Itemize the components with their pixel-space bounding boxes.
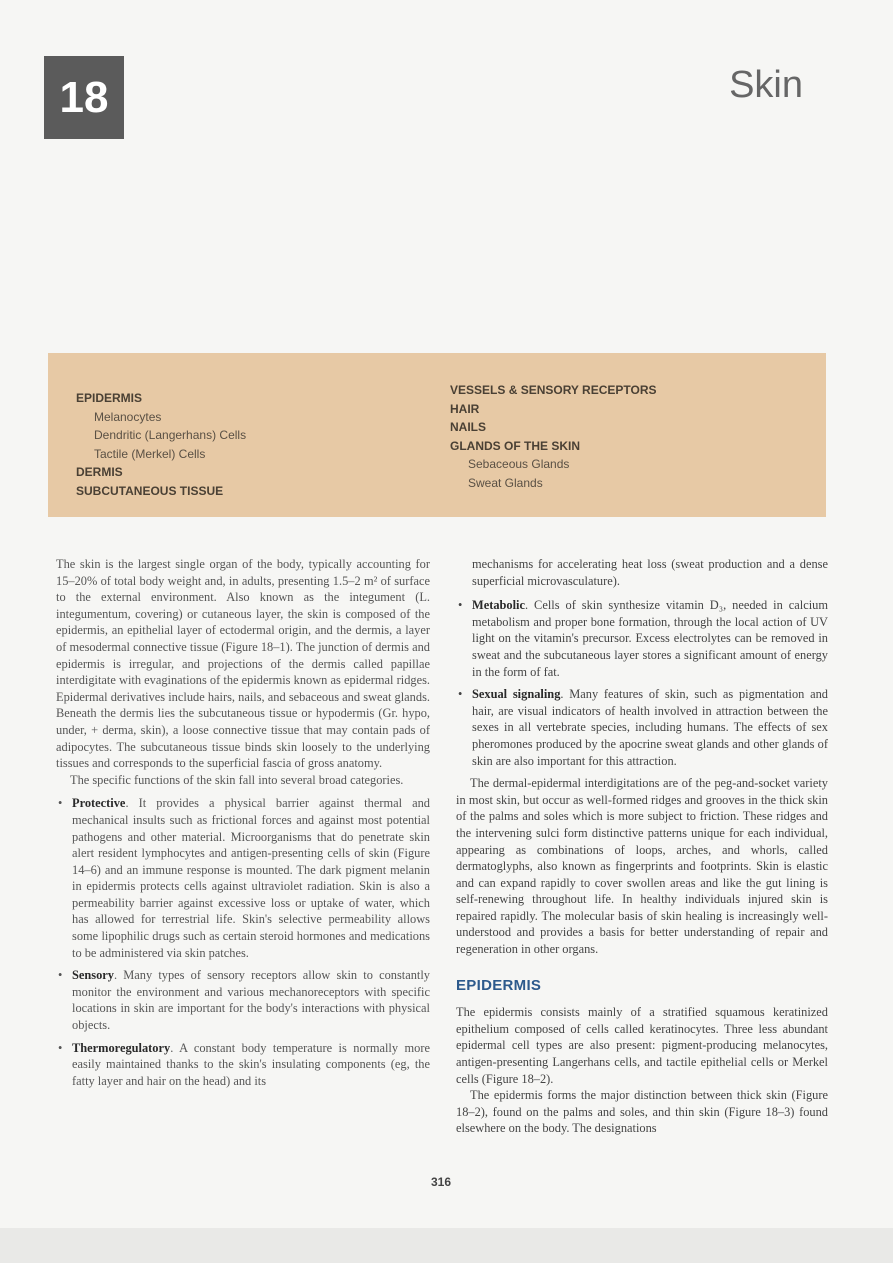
list-term: Thermoregulatory	[72, 1040, 171, 1055]
contents-subitem: Sweat Glands	[468, 475, 543, 490]
epidermis-paragraph: The epidermis consists mainly of a stratified squamous keratinized epithelium composed of cells called keratinocytes. Three less abundant epidermal cell types are also present: pigment-producing melanocytes, antigen-presenting Langerhans cells, and tactile epithelial cells or Merkel cells (Figure 18–2).	[456, 1005, 828, 1086]
list-item	[456, 597, 828, 680]
intro-paragraph: The skin is the largest single organ of the body, typically accounting for 15–20% of total body weight and, in adults, presenting 1.5–2 m² of surface to the external environment. Also known as the integument (L. integumentum, covering) or cutaneous layer, the skin is composed of the epidermis, an epithelial layer of ectodermal origin, and the dermis, a layer of mesodermal connective tissue (Figure 18–1). The junction of dermis and epidermis is irregular, and projections of the dermis called papillae interdigitate with evaginations of the epidermis known as epidermal ridges. Epidermal derivatives include hairs, nails, and sebaceous and sweat glands. Beneath the dermis lies the subcutaneous tissue or hypodermis (Gr. hypo, under, + derma, skin), a loose connective tissue that may contain pads of adipocytes. The subcutaneous tissue binds skin loosely to the underlying tissues and corresponds to the superficial fascia of gross anatomy.	[56, 557, 430, 771]
section-heading: EPIDERMIS	[456, 976, 542, 994]
chapter-title: Skin	[729, 64, 803, 106]
chapter-number: 18	[44, 56, 124, 139]
contents-heading: GLANDS OF THE SKIN	[450, 438, 581, 453]
chapter-contents-box	[48, 353, 826, 517]
thick-thin-skin-paragraph: The epidermis forms the major distinction between thick skin (Figure 18–2), found on the palms and soles, and thin skin (Figure 18–3) found elsewhere on the body. The designations	[456, 1088, 828, 1136]
list-item	[56, 1040, 430, 1090]
list-term: Protective	[72, 796, 126, 811]
list-item	[456, 686, 828, 769]
list-term: Sexual signaling	[472, 687, 561, 702]
contents-heading: VESSELS & SENSORY RECEPTORS	[450, 383, 657, 397]
contents-subitem: Melanocytes	[94, 409, 162, 424]
contents-right-column	[450, 381, 657, 492]
continued-text: mechanisms for accelerating heat loss (sweat production and a dense superficial microvasculature).	[472, 557, 828, 588]
contents-heading: DERMIS	[76, 465, 123, 479]
page-bottom-edge	[0, 1228, 893, 1263]
contents-heading: SUBCUTANEOUS TISSUE	[76, 483, 224, 498]
dermatoglyphs-paragraph: The dermal-epidermal interdigitations are of the peg-and-socket variety in most skin, but occur as well-formed ridges and grooves in the thick skin of the palms and soles which is more subject to friction. These ridges and the intervening sulci form distinctive patterns unique for each individual, appearing as combinations of loops, arches, and whorls, called dermatoglyphs, also known as fingerprints and footprints. Skin is elastic and can expand rapidly to cover swollen areas and like the gut lining is self-renewing throughout life. In healthy individuals injured skin is repaired rapidly. The molecular basis of skin healing is increasingly well-understood and provides a basis for better understanding of repair and regeneration in other organs.	[456, 776, 828, 957]
list-text: . It provides a physical barrier against thermal and mechanical insults such as frictional forces and against most potential pathogens and other material. Microorganisms that do penetrate skin alert resident lymphocytes and antigen-presenting cells of skin (Figure 14–6) and an immune response is mounted. The dark pigment melanin in epidermis protects cells against ultraviolet radiation. Skin is also a permeability barrier against excessive loss or uptake of water, which has allowed for terrestrial life. Skin's selective permeability allows some lipophilic drugs such as certain steroid hormones and medications to be administered via skin patches.	[72, 796, 430, 960]
right-text-column	[456, 556, 828, 1137]
functions-paragraph: The specific functions of the skin fall into several broad categories.	[70, 772, 404, 787]
contents-heading: EPIDERMIS	[76, 391, 143, 405]
contents-subitem: Sebaceous Glands	[468, 457, 570, 471]
functions-list	[56, 795, 430, 1089]
list-text: . Many features of skin, such as pigmentation and hair, are visual indicators of health involved in attraction between the sexes in all vertebrate species, including humans. The effects of sex pheromones produced by the apocrine sweat glands and other glands of skin are also important for this attraction.	[472, 687, 828, 768]
contents-left-column	[76, 389, 246, 500]
list-term: Sensory	[72, 968, 114, 983]
contents-subitem: Dendritic (Langerhans) Cells	[94, 428, 247, 442]
list-item	[56, 795, 430, 961]
page-number: 316	[431, 1175, 452, 1189]
list-item	[56, 967, 430, 1033]
contents-subitem: Tactile (Merkel) Cells	[94, 446, 206, 461]
list-text: . A constant body temperature is normally more easily maintained thanks to the skin's insulating components (eg, the fatty layer and hair on the head) and its	[72, 1040, 430, 1088]
contents-heading: HAIR	[450, 401, 480, 416]
list-text: . Cells of skin synthesize vitamin D₃, needed in calcium metabolism and proper bone formation, through the local action of UV light on the vitamin's precursor. Excess electrolytes can be removed in sweat and the subcutaneous layer stores a significant amount of energy in the form of fat.	[472, 598, 828, 679]
list-term: Metabolic	[472, 598, 525, 613]
contents-heading: NAILS	[450, 420, 486, 434]
functions-list-continued	[456, 597, 828, 769]
list-text: . Many types of sensory receptors allow skin to constantly monitor the environment and various mechanoreceptors with specific locations in skin are important for the body's interactions with physical objects.	[72, 968, 430, 1033]
left-text-column	[56, 556, 430, 1095]
